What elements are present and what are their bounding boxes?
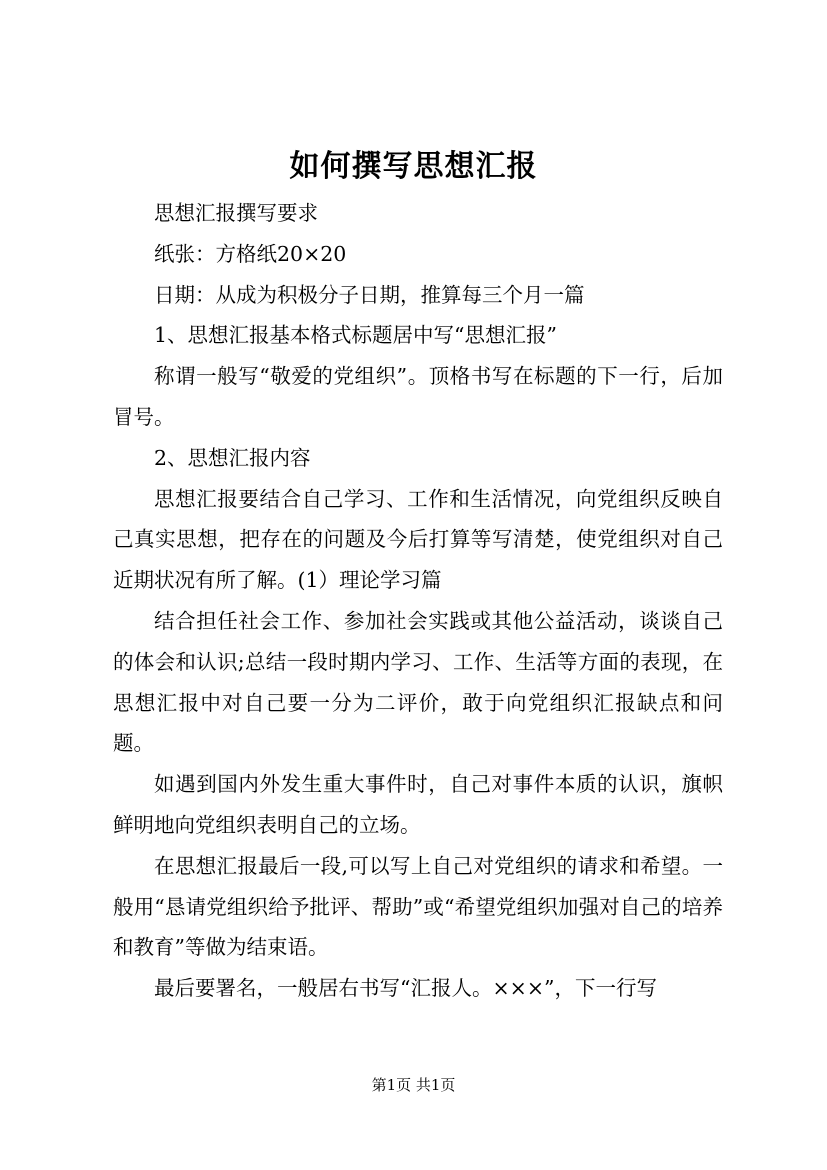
paragraph-closing: 在思想汇报最后一段,可以写上自己对党组织的请求和希望。一般用“恳请党组织给予批评、帮助”或“希望党组织加强对自己的培养和教育”等做为结束语。 bbox=[113, 853, 723, 960]
paragraph-content: 思想汇报要结合自己学习、工作和生活情况，向党组织反映自己真实思想，把存在的问题及今后打算等写清楚，使党组织对自己近期状况有所了解。(1）理论学习篇 bbox=[113, 486, 723, 593]
paragraph-salutation: 称谓一般写“敬爱的党组织”。顶格书写在标题的下一行，后加冒号。 bbox=[113, 364, 723, 429]
document-body bbox=[113, 193, 723, 1009]
paragraph-social-work: 结合担任社会工作、参加社会实践或其他公益活动，谈谈自己的体会和认识;总结一段时期内学习、工作、生活等方面的表现，在思想汇报中对自己要一分为二评价，敢于向党组织汇报缺点和问题。 bbox=[113, 608, 723, 756]
paragraph-signature: 最后要署名，一般居右书写“汇报人。×××”，下一行写 bbox=[154, 976, 657, 1001]
document-title: 如何撰写思想汇报 bbox=[289, 149, 538, 184]
paragraph-format: 1、思想汇报基本格式标题居中写“思想汇报” bbox=[154, 323, 558, 348]
page-footer: 第1页 共1页 bbox=[371, 1076, 456, 1094]
paragraph-content-heading: 2、思想汇报内容 bbox=[154, 445, 311, 470]
paragraph-date: 日期：从成为积极分子日期，推算每三个月一篇 bbox=[154, 282, 585, 307]
paragraph-major-events: 如遇到国内外发生重大事件时，自己对事件本质的认识，旗帜鲜明地向党组织表明自己的立场。 bbox=[113, 772, 723, 837]
paragraph-requirements-heading: 思想汇报撰写要求 bbox=[154, 201, 318, 225]
paragraph-paper: 纸张：方格纸20×20 bbox=[154, 241, 347, 266]
